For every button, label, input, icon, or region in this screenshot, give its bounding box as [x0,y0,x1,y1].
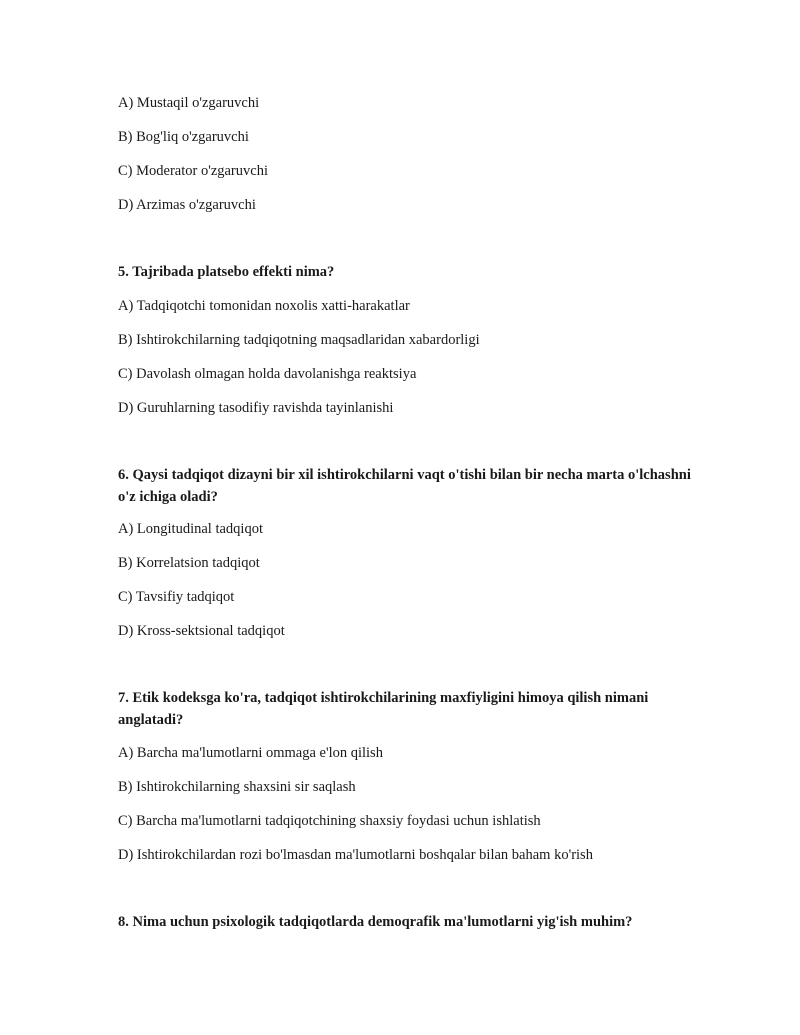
q4-option-c: C) Moderator o'zgaruvchi [118,163,268,179]
q6-option-c: C) Tavsifiy tadqiqot [118,589,235,605]
q5-option-c: C) Davolash olmagan holda davolanishga reaktsiya [118,366,417,382]
q4-option-a: A) Mustaqil o'zgaruvchi [118,95,260,111]
q5-option-b: B) Ishtirokchilarning tadqiqotning maqsadlaridan xabardorligi [118,332,480,348]
q5-question: 5. Tajribada platsebo effekti nima? [118,264,335,280]
q6-option-d: D) Kross-sektsional tadqiqot [118,623,285,639]
q4-option-b: B) Bog'liq o'zgaruvchi [118,129,249,145]
q7-option-c: C) Barcha ma'lumotlarni tadqiqotchining shaxsiy foydasi uchun ishlatish [118,813,541,829]
q6-option-b: B) Korrelatsion tadqiqot [118,555,260,571]
q7-option-a: A) Barcha ma'lumotlarni ommaga e'lon qilish [118,745,383,761]
q5-option-a: A) Tadqiqotchi tomonidan noxolis xatti-harakatlar [118,298,410,314]
document-page [118,0,718,1035]
q5-option-d: D) Guruhlarning tasodifiy ravishda tayinlanishi [118,400,394,416]
q7-option-b: B) Ishtirokchilarning shaxsini sir saqlash [118,779,356,795]
q4-option-d: D) Arzimas o'zgaruvchi [118,197,256,213]
q6-option-a: A) Longitudinal tadqiqot [118,521,263,537]
q8-question: 8. Nima uchun psixologik tadqiqotlarda demoqrafik ma'lumotlarni yig'ish muhim? [118,914,633,930]
q6-question: 6. Qaysi tadqiqot dizayni bir xil ishtirokchilarni vaqt o'tishi bilan bir necha marta o'lchashni o'z ichiga oladi? [118,467,691,505]
q7-option-d: D) Ishtirokchilardan rozi bo'lmasdan ma'lumotlarni boshqalar bilan baham ko'rish [118,847,593,863]
q7-question: 7. Etik kodeksga ko'ra, tadqiqot ishtirokchilarining maxfiyligini himoya qilish nimani anglatadi? [118,690,649,728]
